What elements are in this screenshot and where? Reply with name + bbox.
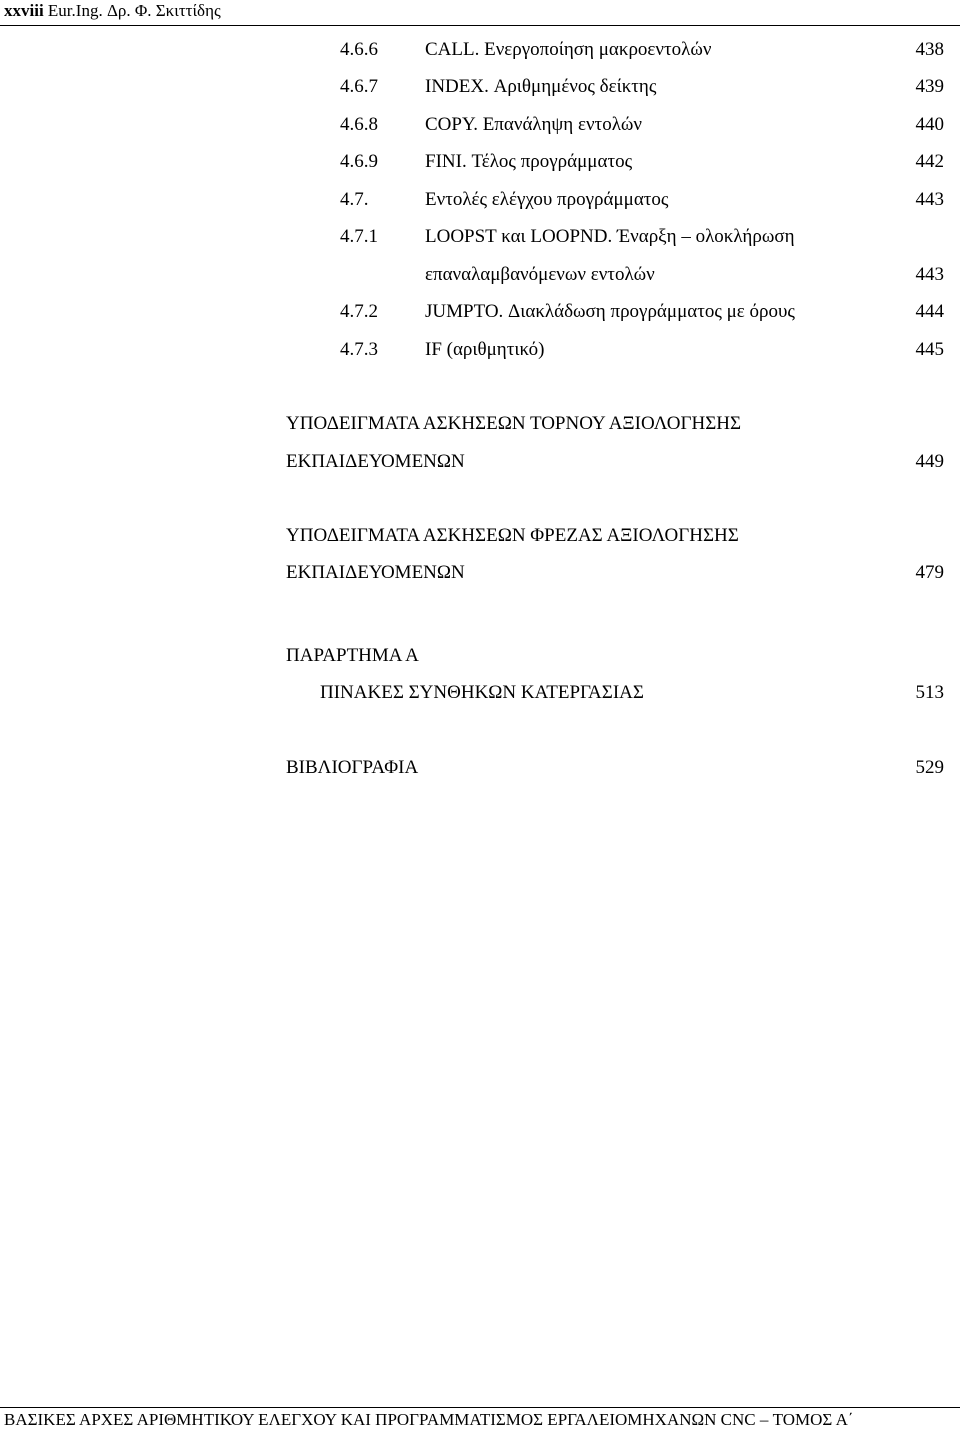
toc-entry-number: 4.7.2 — [340, 301, 378, 322]
toc-entry-page: 438 — [915, 39, 944, 60]
toc-entry-page: 440 — [915, 114, 944, 135]
footer-divider — [0, 1407, 960, 1408]
toc-entry-number: 4.6.6 — [340, 39, 378, 60]
toc-entry-title: Εντολές ελέγχου προγράμματος — [425, 189, 669, 210]
toc-entry[interactable] — [0, 224, 960, 250]
toc-entry-number: 4.6.8 — [340, 114, 378, 135]
toc-entry-number: 4.7.3 — [340, 339, 378, 360]
header-divider — [0, 25, 960, 26]
section-title-line: ΕΚΠΑΙΔΕΥΟΜΕΝΩΝ — [286, 562, 465, 583]
toc-entry-title: IF (αριθμητικό) — [425, 339, 545, 360]
toc-entry-page: 444 — [915, 301, 944, 322]
section-page: 529 — [915, 757, 944, 778]
toc-entry[interactable] — [0, 74, 960, 100]
toc-entry[interactable] — [0, 299, 960, 325]
toc-entry-title: CALL. Ενεργοποίηση μακροεντολών — [425, 39, 712, 60]
section-page: 513 — [915, 682, 944, 703]
toc-entry[interactable] — [0, 337, 960, 363]
toc-entry[interactable] — [0, 37, 960, 63]
header-page-number: xxviii — [4, 1, 44, 20]
toc-entry-page: 443 — [915, 189, 944, 210]
toc-entry-page: 443 — [915, 264, 944, 285]
toc-entry-title: COPY. Επανάληψη εντολών — [425, 114, 643, 135]
appendix-subtitle: ΠΙΝΑΚΕΣ ΣΥΝΘΗΚΩΝ ΚΑΤΕΡΓΑΣΙΑΣ — [320, 682, 644, 703]
toc-entry-page: 442 — [915, 151, 944, 172]
page-header — [4, 1, 221, 21]
toc-entry[interactable] — [0, 149, 960, 175]
toc-entry-title: JUMPTO. Διακλάδωση προγράμματος με όρους — [425, 301, 795, 322]
toc-entry-number: 4.6.9 — [340, 151, 378, 172]
appendix-title: ΠΑΡΑΡΤΗΜΑ Α — [286, 645, 419, 666]
toc-entry-title: LOOPST και LOOPND. Έναρξη – ολοκλήρωση — [425, 226, 795, 247]
section-title-line: ΥΠΟΔΕΙΓΜΑΤΑ ΑΣΚΗΣΕΩΝ ΦΡΕΖΑΣ ΑΞΙΟΛΟΓΗΣΗΣ — [286, 525, 739, 546]
toc-entry-page: 439 — [915, 76, 944, 97]
toc-entry-title: INDEX. Αριθμημένος δείκτης — [425, 76, 657, 97]
toc-entry[interactable] — [0, 112, 960, 138]
toc-entry-number: 4.6.7 — [340, 76, 378, 97]
section-title-line: ΥΠΟΔΕΙΓΜΑΤΑ ΑΣΚΗΣΕΩΝ ΤΟΡΝΟΥ ΑΞΙΟΛΟΓΗΣΗΣ — [286, 413, 742, 434]
toc-entry-title: FINI. Τέλος προγράμματος — [425, 151, 633, 172]
page-footer: ΒΑΣΙΚΕΣ ΑΡΧΕΣ ΑΡΙΘΜΗΤΙΚΟΥ ΕΛΕΓΧΟΥ ΚΑΙ ΠΡΟΓΡΑΜΜΑΤΙΣΜΟΣ ΕΡΓΑΛΕΙΟΜΗΧΑΝΩΝ CNC – ΤΟΜΟΣ Α΄ — [4, 1410, 854, 1429]
header-author: Eur.Ing. Δρ. Φ. Σκιττίδης — [47, 1, 221, 20]
toc-entry-page: 445 — [915, 339, 944, 360]
toc-entry-number: 4.7.1 — [340, 226, 378, 247]
toc-entry-number: 4.7. — [340, 189, 369, 210]
section-page: 449 — [915, 451, 944, 472]
toc-entry-continuation[interactable] — [0, 262, 960, 288]
bibliography-title: ΒΙΒΛΙΟΓΡΑΦΙΑ — [286, 757, 419, 778]
toc-entry[interactable] — [0, 187, 960, 213]
toc-entry-title: επαναλαμβανόμενων εντολών — [425, 264, 655, 285]
section-title-line: ΕΚΠΑΙΔΕΥΟΜΕΝΩΝ — [286, 451, 465, 472]
section-page: 479 — [915, 562, 944, 583]
